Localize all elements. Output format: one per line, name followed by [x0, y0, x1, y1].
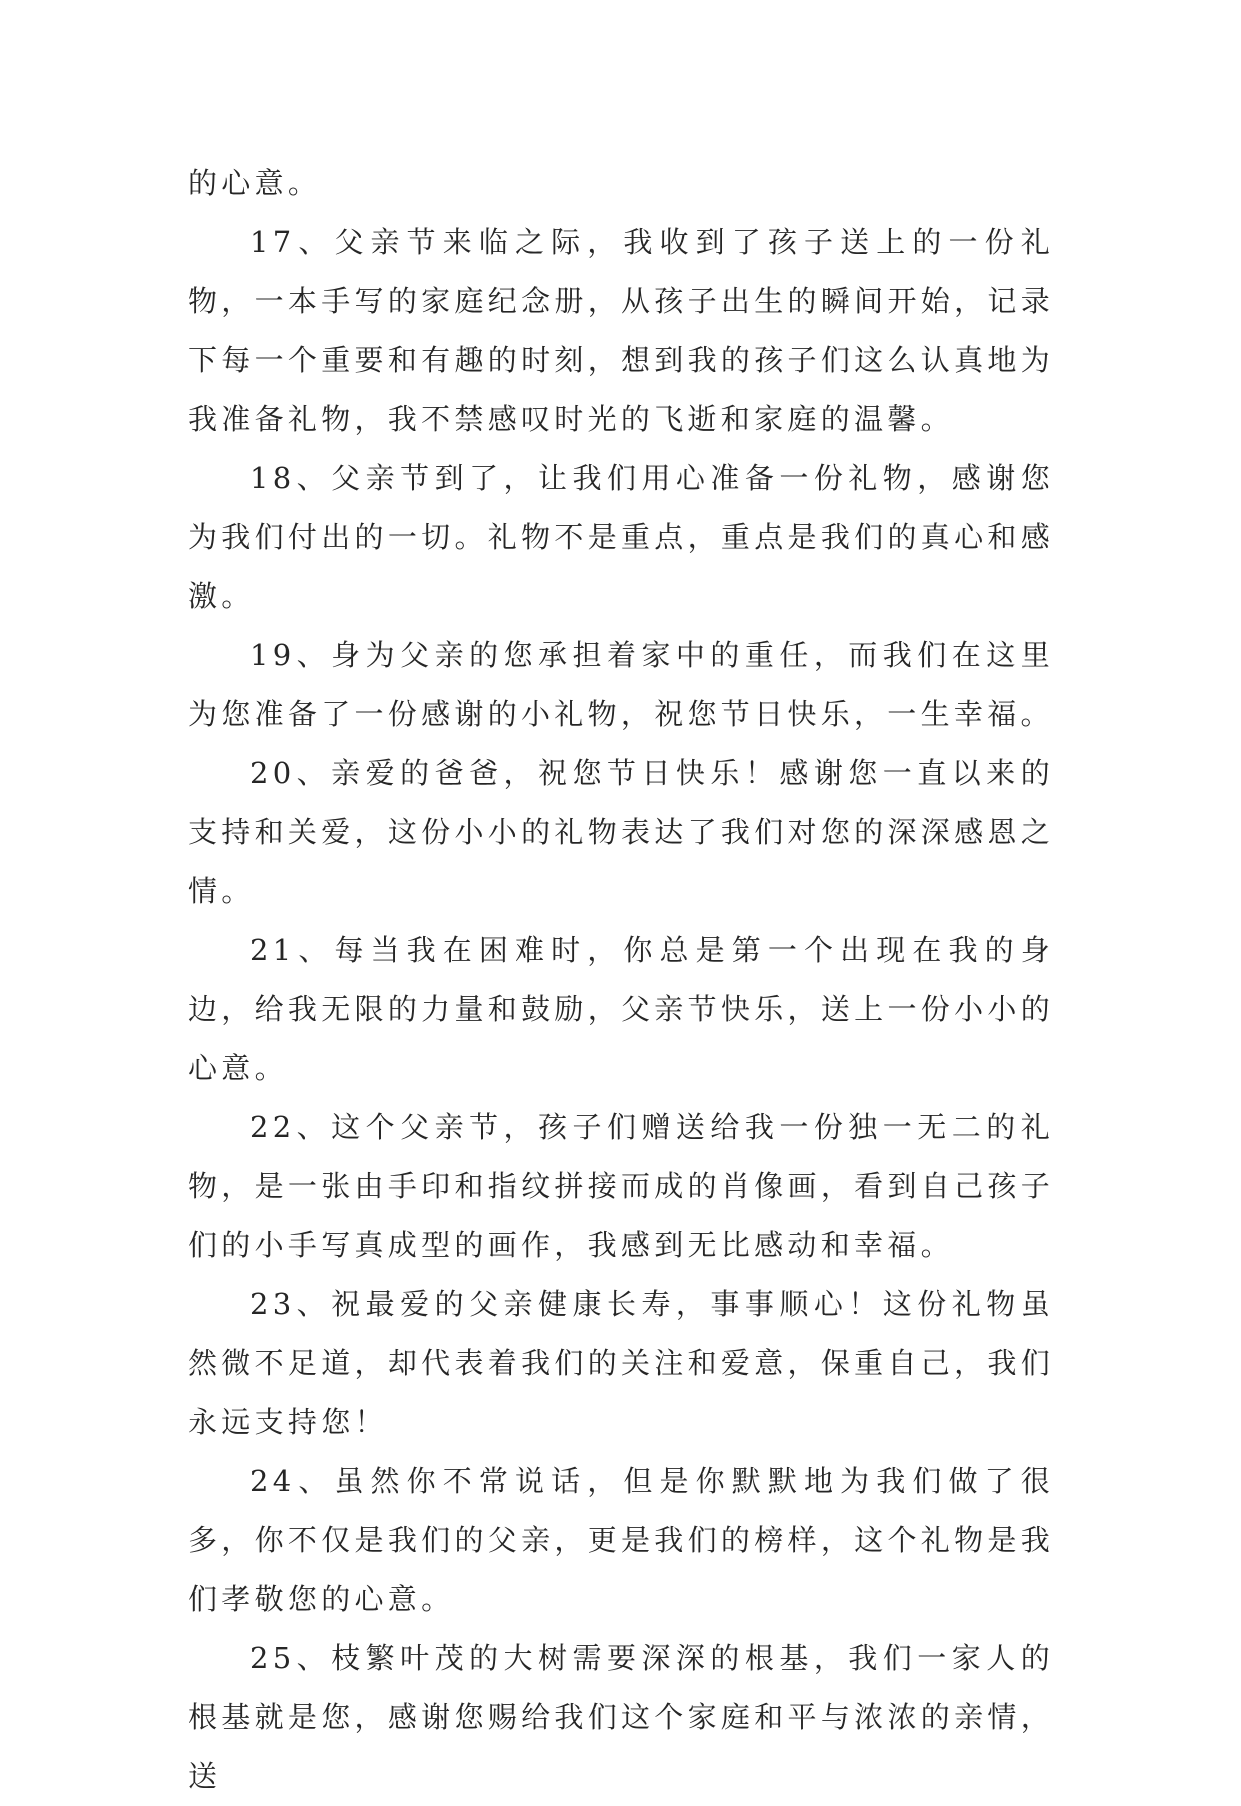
paragraph-19: 19、身为父亲的您承担着家中的重任，而我们在这里为您准备了一份感谢的小礼物，祝您节日快乐，一生幸福。 [188, 638, 1054, 731]
paragraph-20: 20、亲爱的爸爸，祝您节日快乐！感谢您一直以来的支持和关爱，这份小小的礼物表达了我们对您的深深感恩之情。 [188, 756, 1054, 908]
paragraph-22: 22、这个父亲节，孩子们赠送给我一份独一无二的礼物，是一张由手印和指纹拼接而成的肖像画，看到自己孩子们的小手写真成型的画作，我感到无比感动和幸福。 [188, 1110, 1054, 1262]
paragraph-17: 17、父亲节来临之际，我收到了孩子送上的一份礼物，一本手写的家庭纪念册，从孩子出生的瞬间开始，记录下每一个重要和有趣的时刻，想到我的孩子们这么认真地为我准备礼物，我不禁感叹时光的飞逝和家庭的温馨。 [188, 225, 1054, 436]
paragraph-23: 23、祝最爱的父亲健康长寿，事事顺心！这份礼物虽然微不足道，却代表着我们的关注和爱意，保重自己，我们永远支持您！ [188, 1287, 1054, 1439]
paragraph-21: 21、每当我在困难时，你总是第一个出现在我的身边，给我无限的力量和鼓励，父亲节快乐，送上一份小小的心意。 [188, 933, 1054, 1085]
paragraph-24: 24、虽然你不常说话，但是你默默地为我们做了很多，你不仅是我们的父亲，更是我们的榜样，这个礼物是我们孝敬您的心意。 [188, 1464, 1054, 1616]
paragraph-18: 18、父亲节到了，让我们用心准备一份礼物，感谢您为我们付出的一切。礼物不是重点，重点是我们的真心和感激。 [188, 461, 1054, 613]
document-body [188, 154, 1054, 1806]
paragraph-25: 25、枝繁叶茂的大树需要深深的根基，我们一家人的根基就是您，感谢您赐给我们这个家庭和平与浓浓的亲情，送 [188, 1641, 1054, 1793]
paragraph-continued: 的心意。 [188, 166, 322, 200]
